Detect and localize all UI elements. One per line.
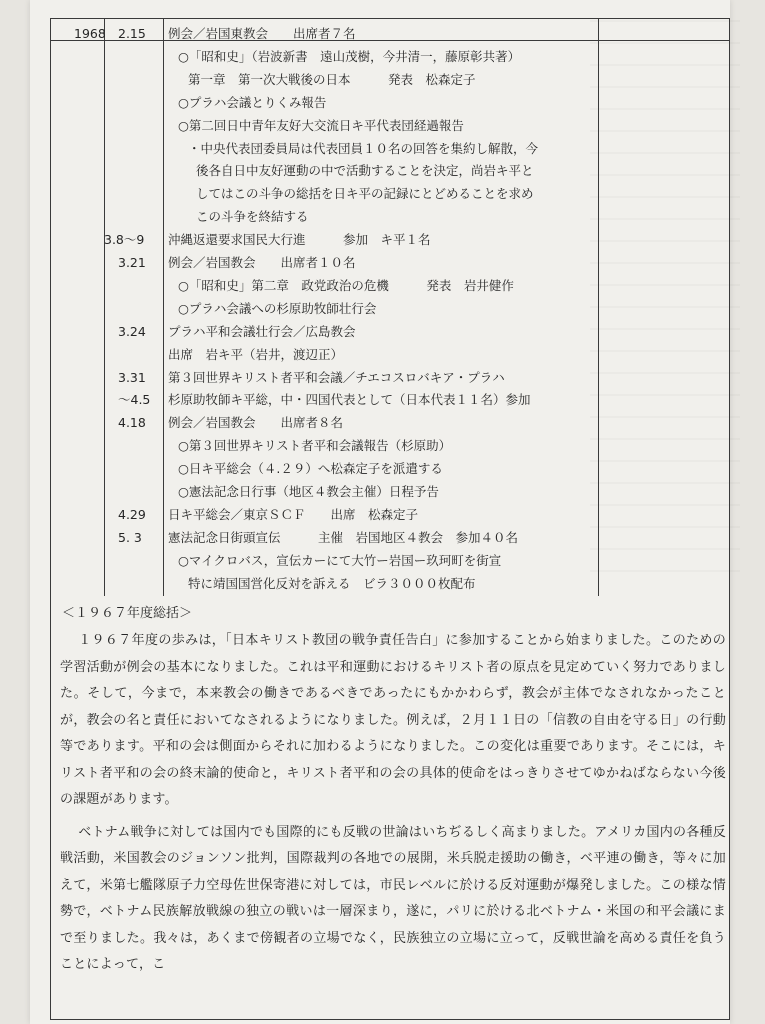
date-cell: 3.24 [118, 323, 146, 339]
entry-text: ○「昭和史」（岩波新書 遠山茂樹，今井清一，藤原彰共著） [178, 48, 521, 64]
entry-text: 憲法記念日街頭宣伝 主催 岩国地区４教会 参加４０名 [168, 529, 519, 545]
entry-text: ○日キ平総会（４.２９）へ松森定子を派遣する [178, 461, 443, 477]
chronology-row [0, 549, 765, 573]
entry-text: ○第３回世界キリスト者平和会議報告（杉原助） [178, 438, 452, 454]
chronology-row [0, 480, 765, 504]
entry-text: ・中央代表団委員局は代表団員１０名の回答を集約し解散，今 [188, 140, 539, 156]
entry-text: 例会／岩国教会 出席者１０名 [168, 255, 356, 270]
date-cell: 4.29 [118, 506, 146, 522]
chronology-row [0, 137, 765, 161]
entry-text: 後各自日中友好運動の中で活動することを決定，尚岩キ平と [196, 163, 534, 179]
date-cell: 3.8〜9 [104, 232, 145, 248]
date-cell: 3.31 [118, 369, 146, 385]
summary-paragraph-1: １９６７年度の歩みは，「日本キリスト教団の戦争責任告白」に参加することから始まりました。このための学習活動が例会の基本になりました。これは平和運動におけるキリスト者の原点を見定めていく努力でありました。そして，今まで，本来教会の働きであるべきであったにもかかわらず，教会が主体でなされなかったことが，教会の名と責任においてなされるようになりました。例えば，２月１１日の「信教の自由を守る日」の行動等であります。平和の会は側面からそれに加わるようになりました。この変化は重要であります。そこには，キリスト者平和の会の終末論的使命と，キリスト者平和の会の具体的使命をはっきりさせてゆかねばならない今後の課題があります。 [60, 633, 726, 807]
chronology-row [0, 274, 765, 298]
chronology-row [0, 68, 765, 92]
date-cell: 3.21 [118, 255, 146, 270]
entry-text: 第一章 第一次大戦後の日本 発表 松森定子 [188, 71, 476, 87]
chronology-row [0, 22, 765, 46]
chronology-row [0, 45, 765, 69]
chronology-row [0, 251, 765, 275]
entry-text: 日キ平総会／東京ＳＣＦ 出席 松森定子 [168, 506, 419, 522]
chronology-row [0, 526, 765, 550]
year-cell: 1968 [74, 26, 106, 41]
summary-body [60, 628, 726, 979]
chronology-row [0, 343, 765, 367]
entry-text: 例会／岩国東教会 出席者７名 [168, 26, 356, 41]
chronology-row [0, 411, 765, 435]
chronology-row [0, 320, 765, 344]
entry-text: 出席 岩キ平（岩井，渡辺正） [168, 346, 344, 362]
chronology-row [0, 388, 765, 412]
chronology-row [0, 205, 765, 229]
entry-text: プラハ平和会議壮行会／広島教会 [168, 323, 356, 339]
entry-text: ○マイクロバス，宣伝カーにて大竹ー岩国ー玖珂町を街宣 [178, 552, 502, 568]
entry-text: ○プラハ会議とりくみ報告 [178, 94, 327, 110]
entry-text: 特に靖国国営化反対を訴える ビラ３０００枚配布 [188, 575, 476, 591]
chronology-row [0, 91, 765, 115]
entry-text: 沖縄返還要求国民大行進 参加 キ平１名 [168, 232, 431, 248]
entry-text: ○第二回日中青年友好大交流日キ平代表団経過報告 [178, 117, 464, 133]
entry-text: ○憲法記念日行事（地区４教会主催）日程予告 [178, 484, 439, 499]
chronology-row [0, 457, 765, 481]
chronology-row [0, 572, 765, 596]
entry-text: ○プラハ会議への杉原助牧師壮行会 [178, 300, 377, 316]
entry-text: この斗争を終結する [196, 209, 309, 225]
chronology-row [0, 503, 765, 527]
chronology-row [0, 159, 765, 183]
entry-text: してはこの斗争の総括を日キ平の記録にとどめることを求め [196, 186, 534, 202]
chronology-row [0, 228, 765, 252]
chronology-row [0, 366, 765, 390]
date-cell: 〜4.5 [118, 392, 151, 408]
date-cell: 2.15 [118, 26, 146, 41]
chronology-row [0, 182, 765, 206]
chronology-row [0, 114, 765, 138]
date-cell: 5. 3 [118, 529, 142, 545]
chronology-row [0, 297, 765, 321]
entry-text: 第３回世界キリスト者平和会議／チエコスロバキア・プラハ [168, 369, 505, 385]
entry-text: 例会／岩国教会 出席者８名 [168, 415, 344, 431]
entry-text: 杉原助牧師キ平総，中・四国代表として（日本代表１１名）参加 [168, 392, 531, 408]
summary-paragraph-2: ベトナム戦争に対しては国内でも国際的にも反戦の世論はいちぢるしく高まりました。アメリカ国内の各種反戦活動，米国教会のジョンソン批判，国際裁判の各地での展開，米兵脱走援助の働き，ベ平連の働き，等々に加えて，米第七艦隊原子力空母佐世保寄港に対しては，市民レベルに於ける反対運動が爆発しました。この様な情勢で，ベトナム民族解放戦線の独立の戦いは一層深まり，遂に，パリに於ける北ベトナム・米国の和平会議にまで至りました。我々は，あくまで傍観者の立場でなく，民族独立の立場に立って，反戦世論を高める責任を負うことによって，こ [60, 824, 726, 972]
summary-heading: ＜１９６７年度総括＞ [62, 606, 193, 621]
entry-text: ○「昭和史」第二章 政党政治の危機 発表 岩井健作 [178, 277, 514, 293]
chronology-row [0, 434, 765, 458]
date-cell: 4.18 [118, 415, 146, 431]
